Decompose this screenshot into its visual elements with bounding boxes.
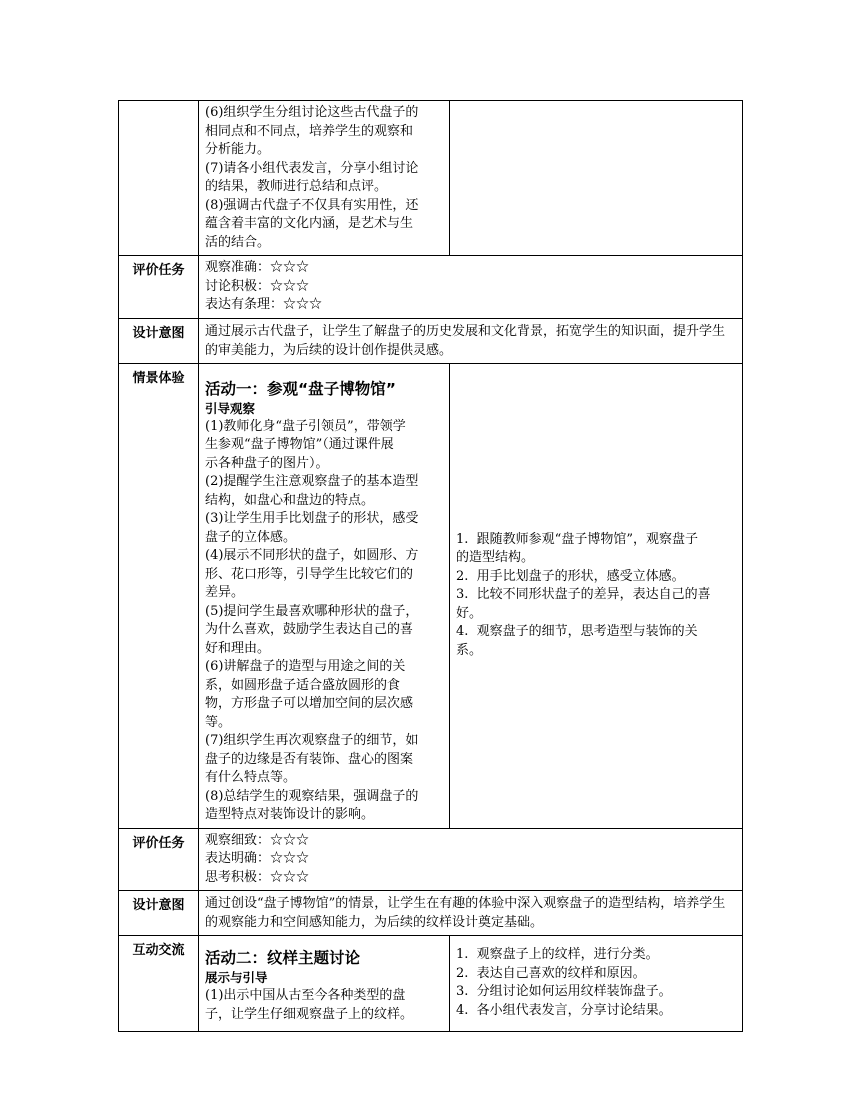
student-line: 2. 用手比划盘子的形状，感受立体感。 [456, 568, 685, 584]
teacher-line: 子，让学生仔细观察盘子上的纹样。 [205, 1006, 414, 1022]
evaluation-line: 表达明确：☆☆☆ [205, 851, 310, 866]
teacher-activity-cell [199, 363, 450, 828]
teacher-line: (3)让学生用手比划盘子的形状，感受 [205, 511, 419, 526]
activity-title: 活动二：纹样主题讨论 [205, 949, 361, 967]
row-label-design-intent: 设计意图 [119, 318, 199, 363]
student-line: 1. 观察盘子上的纹样，进行分类。 [456, 947, 659, 962]
evaluation-line: 观察细致：☆☆☆ [205, 832, 310, 848]
row-label-evaluation: 评价任务 [119, 828, 199, 891]
table-row [119, 256, 743, 319]
table-row [119, 363, 743, 828]
design-intent-cell [199, 318, 743, 363]
student-line: 好。 [456, 605, 483, 621]
row-label-design-intent: 设计意图 [119, 891, 199, 936]
teacher-line: 蕴含着丰富的文化内涵，是艺术与生 [205, 216, 414, 231]
teacher-line: (5)提问学生最喜欢哪种形状的盘子， [205, 603, 419, 619]
teacher-line: (7)组织学生再次观察盘子的细节，如 [205, 733, 419, 748]
teacher-activity-cell [199, 936, 450, 1032]
teacher-line: (4)展示不同形状的盘子，如圆形、方 [205, 548, 419, 563]
teacher-line: (7)请各小组代表发言，分享小组讨论 [205, 160, 419, 176]
student-line: 的造型结构。 [456, 550, 535, 566]
teacher-line: 示各种盘子的图片）。 [205, 455, 329, 471]
table-row [119, 891, 743, 936]
row-label-interaction: 互动交流 [119, 936, 199, 1032]
student-line: 3. 比较不同形状盘子的差异，表达自己的喜 [456, 587, 711, 603]
row-label-empty [119, 101, 199, 256]
teacher-line: 形、花口形等，引导学生比较它们的 [205, 566, 414, 582]
teacher-line: (1)教师化身“盘子引领员”，带领学 [205, 418, 406, 434]
table-row [119, 936, 743, 1032]
teacher-line: (2)提醒学生注意观察盘子的基本造型 [205, 474, 419, 489]
activity-subhead: 展示与引导 [205, 970, 268, 985]
student-activity-cell [450, 101, 743, 256]
teacher-line: 造型特点对装饰设计的影响。 [205, 807, 375, 822]
student-line: 4. 观察盘子的细节，思考造型与装饰的关 [456, 624, 698, 640]
student-line: 2. 表达自己喜欢的纹样和原因。 [456, 965, 646, 981]
design-intent-text: 通过创设“盘子博物馆”的情景，让学生在有趣的体验中深入观察盘子的造型结构，培养学生的观察能力和空间感知能力，为后续的纹样设计奠定基础。 [205, 896, 726, 930]
teacher-line: 差异。 [205, 585, 245, 600]
evaluation-cell [199, 828, 743, 891]
teacher-line: 结构，如盘心和盘边的特点。 [205, 492, 375, 508]
student-activity-cell [450, 363, 743, 828]
teacher-activity-cell [199, 101, 450, 256]
student-line: 系。 [456, 642, 483, 658]
teacher-line: 活的结合。 [205, 234, 271, 250]
evaluation-line: 思考积极：☆☆☆ [205, 869, 310, 885]
evaluation-line: 表达有条理：☆☆☆ [205, 297, 323, 312]
teacher-line: (6)讲解盘子的造型与用途之间的关 [205, 659, 406, 674]
student-line: 4. 各小组代表发言，分享讨论结果。 [456, 1002, 672, 1018]
teacher-line: (1)出示中国从古至今各种类型的盘 [205, 988, 406, 1003]
student-line: 3. 分组讨论如何运用纹样装饰盘子。 [456, 984, 672, 999]
student-activity-cell [450, 936, 743, 1032]
table-row [119, 828, 743, 891]
activity-title: 活动一：参观“盘子博物馆” [205, 379, 396, 398]
teacher-line: 盘子的边缘是否有装饰、盘心的图案 [205, 751, 414, 767]
teacher-line: 的结果，教师进行总结和点评。 [205, 179, 388, 194]
teacher-line: 盘子的立体感。 [205, 529, 297, 545]
teacher-line: (8)强调古代盘子不仅具有实用性，还 [205, 197, 419, 213]
teacher-line: 分析能力。 [205, 142, 271, 157]
teacher-line: (6)组织学生分组讨论这些古代盘子的 [205, 105, 419, 120]
teacher-line: 好和理由。 [205, 640, 271, 656]
teacher-line: 有什么特点等。 [205, 770, 297, 785]
teacher-line: 系，如圆形盘子适合盛放圆形的食 [205, 677, 401, 693]
table-row [119, 318, 743, 363]
teacher-line: 生参观“盘子博物馆”（通过课件展 [205, 437, 394, 452]
activity-subhead: 引导观察 [205, 400, 256, 416]
teacher-line: 等。 [205, 714, 232, 730]
design-intent-cell [199, 891, 743, 936]
teacher-line: 为什么喜欢，鼓励学生表达自己的喜 [205, 622, 414, 637]
teacher-line: 物，方形盘子可以增加空间的层次感 [205, 696, 414, 711]
student-line: 1. 跟随教师参观“盘子博物馆”，观察盘子 [456, 531, 698, 547]
row-label-scenario: 情景体验 [119, 363, 199, 828]
row-label-evaluation: 评价任务 [119, 256, 199, 319]
lesson-plan-table [118, 100, 743, 1032]
evaluation-line: 观察准确：☆☆☆ [205, 260, 310, 275]
teacher-line: (8)总结学生的观察结果，强调盘子的 [205, 788, 419, 804]
evaluation-line: 讨论积极：☆☆☆ [205, 278, 310, 294]
teacher-line: 相同点和不同点，培养学生的观察和 [205, 123, 414, 139]
design-intent-text: 通过展示古代盘子，让学生了解盘子的历史发展和文化背景，拓宽学生的知识面，提升学生的审美能力，为后续的设计创作提供灵感。 [205, 323, 726, 358]
evaluation-cell [199, 256, 743, 319]
table-row [119, 101, 743, 256]
